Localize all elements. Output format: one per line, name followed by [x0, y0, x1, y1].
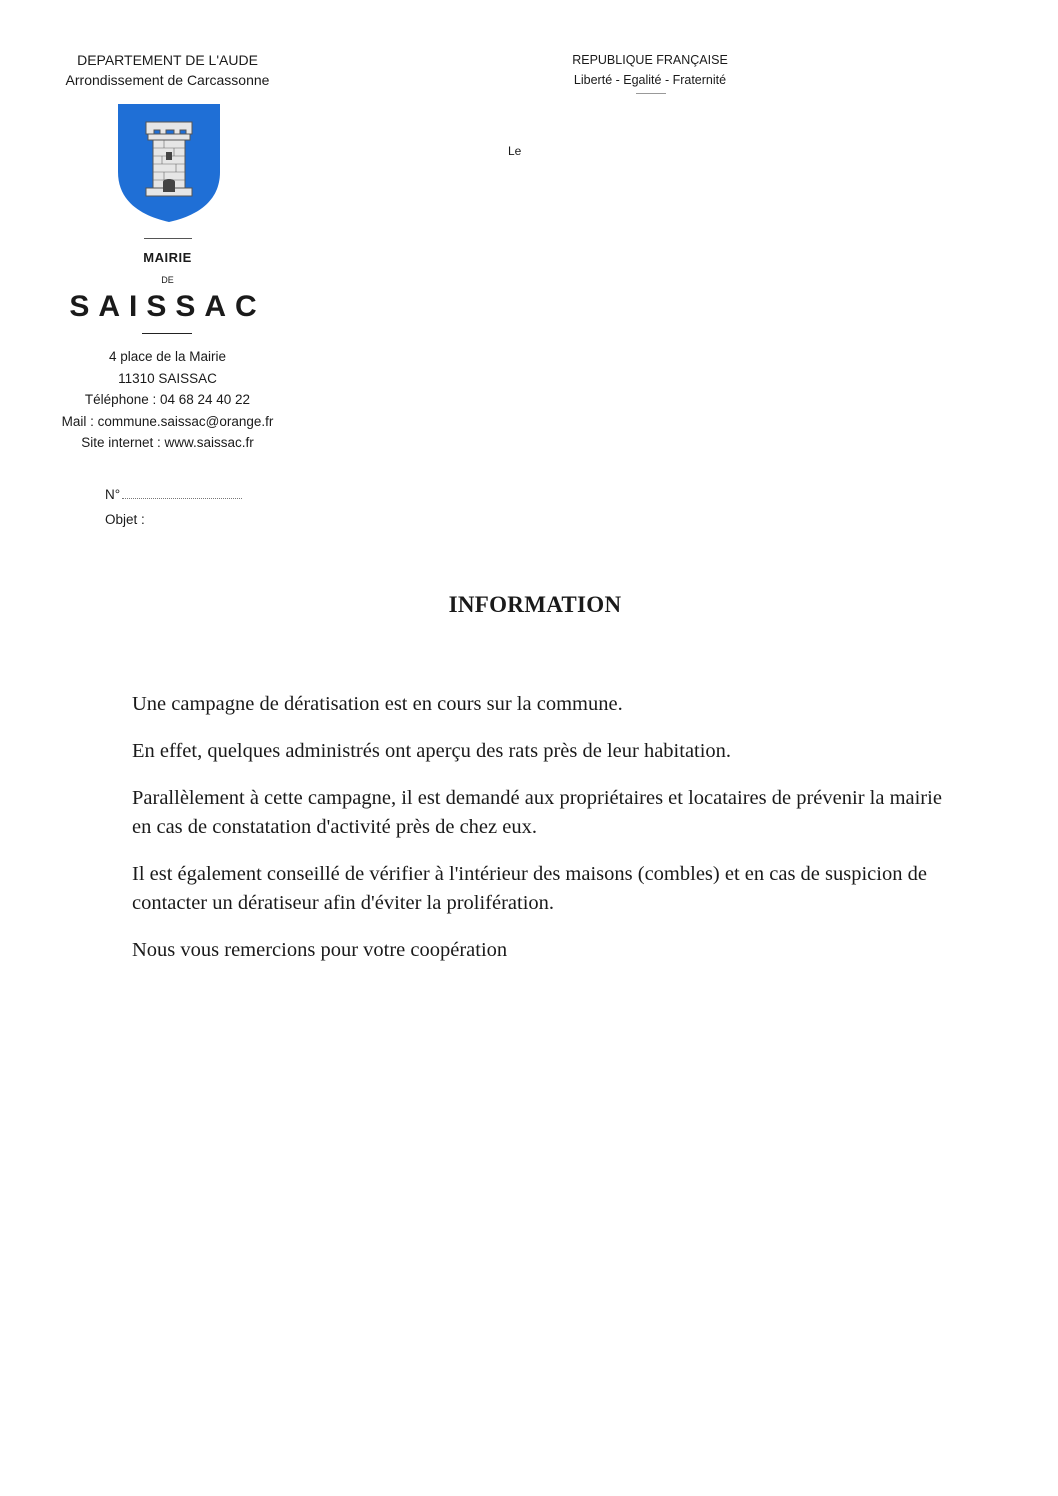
date-label: Le [508, 144, 522, 158]
website-label: Site internet : www.saissac.fr [81, 435, 254, 450]
number-label: N° [105, 487, 121, 502]
number-dots [122, 488, 242, 499]
de-label: DE [161, 275, 174, 285]
notice-title: INFORMATION [448, 592, 622, 617]
commune-name: SAISSAC [69, 290, 266, 323]
motto-label: Liberté - Egalité - Fraternité [573, 73, 727, 87]
letterhead-right [530, 50, 770, 90]
arrondissement-label: Arrondissement de Carcassonne [65, 72, 270, 88]
tower-crest-icon [116, 102, 222, 224]
contact-block [40, 346, 295, 454]
republic-label: REPUBLIQUE FRANÇAISE [572, 53, 728, 67]
notice-body [132, 690, 952, 983]
address-line1: 4 place de la Mairie [108, 349, 227, 364]
mairie-label: MAIRIE [143, 250, 192, 265]
commune-rule [142, 333, 192, 334]
tower-door [163, 179, 175, 192]
mail-label: Mail : commune.saissac@orange.fr [61, 413, 274, 429]
motto-underline [636, 93, 666, 94]
tower-window [166, 152, 172, 160]
notice-paragraph: Une campagne de dératisation est en cours sur la commune. [132, 693, 623, 715]
notice-paragraph: Nous vous remercions pour votre coopération [132, 939, 508, 961]
phone-label: Téléphone : 04 68 24 40 22 [84, 392, 251, 407]
department-label: DEPARTEMENT DE L'AUDE [77, 52, 258, 68]
crest-rule [144, 238, 192, 239]
address-line2: 11310 SAISSAC [118, 370, 217, 386]
letterhead-left [40, 50, 295, 90]
reference-number [105, 487, 242, 502]
notice-paragraph: Il est également conseillé de vérifier à l'intérieur des maisons (combles) et en cas de suspicion de contacter un dératiseur afin d'éviter la prolifération. [132, 863, 927, 914]
notice-paragraph: Parallèlement à cette campagne, il est demandé aux propriétaires et locataires de prévenir la mairie en cas de constatation d'activité près de chez eux. [132, 787, 942, 838]
notice-paragraph: En effet, quelques administrés ont aperçu des rats près de leur habitation. [132, 740, 732, 762]
object-label: Objet : [105, 512, 145, 527]
